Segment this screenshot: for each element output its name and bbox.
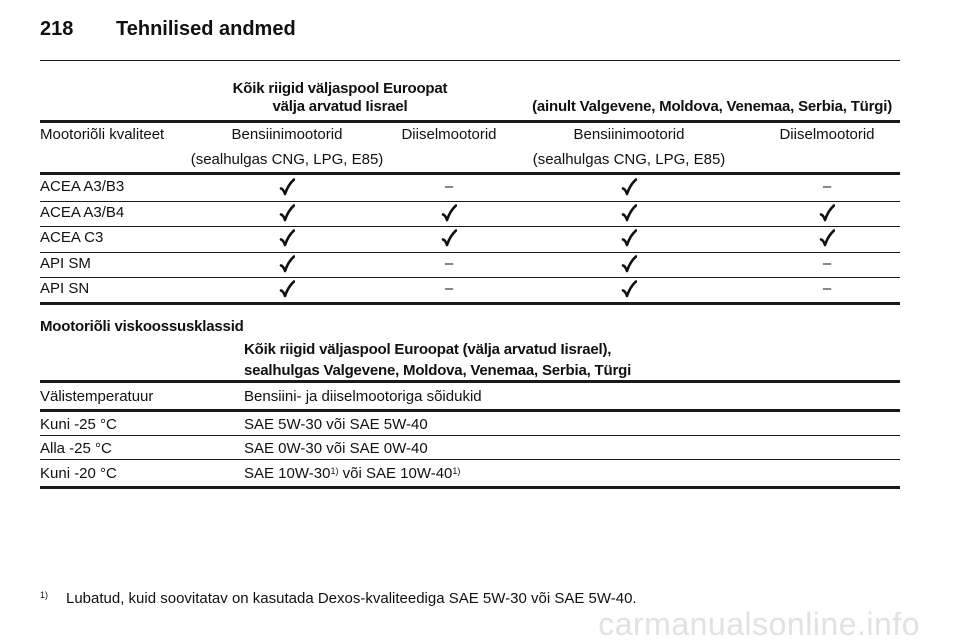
group1-header-line1: Kõik riigid väljaspool Euroopat (232, 80, 448, 97)
check-icon (279, 204, 295, 222)
page-number: 218 (40, 18, 74, 40)
dash-mark: – (444, 178, 454, 195)
check-icon (279, 255, 295, 273)
column-header-diesel-1: Diiselmootorid (401, 126, 497, 143)
viscosity-grade: SAE 10W-30 (244, 465, 331, 482)
row-rule (40, 459, 900, 460)
viscosity-grade: või SAE 10W-40 (338, 465, 453, 482)
check-icon (621, 255, 637, 273)
footnote-ref: 1) (452, 466, 461, 476)
check-icon (279, 229, 295, 247)
row-rule (40, 226, 900, 227)
check-icon (441, 229, 457, 247)
quality-row-label: ACEA A3/B4 (40, 203, 125, 221)
viscosity-row-temp: Kuni -25 °C (40, 416, 117, 433)
quality-row-label: ACEA A3/B3 (40, 178, 125, 195)
viscosity-col-header-line1: Kõik riigid väljaspool Euroopat (välja arvatud Iisrael), (244, 341, 612, 358)
column-header-diesel-2: Diiselmootorid (779, 126, 875, 143)
viscosity-top-rule (40, 380, 900, 383)
check-icon (621, 229, 637, 247)
viscosity-row-value: SAE 0W-30 või SAE 0W-40 (244, 440, 428, 457)
viscosity-row-value: SAE 5W-30 või SAE 5W-40 (244, 416, 428, 433)
column-header-petrol-2: Bensiinimootorid (573, 126, 685, 143)
dash-mark: – (822, 254, 832, 272)
dash-mark: – (444, 254, 454, 272)
quality-row-label: API SM (40, 254, 91, 272)
page-header (40, 18, 296, 41)
viscosity-row-temp: Kuni -20 °C (40, 465, 117, 482)
group1-header-line2: välja arvatud Iisrael (272, 98, 408, 115)
footnote-ref: 1) (330, 466, 339, 476)
footnote-mark: 1) (40, 590, 49, 600)
page-title: Tehnilised andmed (116, 18, 296, 40)
viscosity-header-rule (40, 409, 900, 412)
table-bottom-rule (40, 302, 900, 305)
viscosity-col-header-line2: sealhulgas Valgevene, Moldova, Venemaa, Serbia, Türgi (244, 362, 632, 379)
check-icon (819, 229, 835, 247)
row-rule (40, 435, 900, 436)
quality-row-label: API SN (40, 280, 90, 297)
check-icon (819, 204, 835, 222)
check-icon (441, 204, 457, 222)
check-icon (279, 280, 295, 298)
watermark: carmanualsonline.info (598, 606, 920, 642)
column-header-quality: Mootoriõli kvaliteet (40, 126, 165, 143)
footnote-text: Lubatud, kuid soovitatav on kasutada Dexos-kvaliteediga SAE 5W-30 või SAE 5W-40. (66, 590, 637, 607)
quality-row-label: ACEA C3 (40, 229, 104, 246)
viscosity-column-vehicles: Bensiini- ja diiselmootoriga sõidukid (244, 388, 482, 405)
footnote (40, 590, 637, 607)
dash-mark: – (444, 280, 454, 297)
dash-mark: – (822, 280, 832, 297)
column-header-rule (40, 172, 900, 175)
viscosity-heading: Mootoriõli viskoossusklassid (40, 318, 244, 335)
column-subnote-2: (sealhulgas CNG, LPG, E85) (532, 151, 726, 168)
check-icon (621, 178, 637, 196)
viscosity-row-temp: Alla -25 °C (40, 440, 112, 457)
viscosity-row-value (244, 465, 460, 483)
check-icon (279, 178, 295, 196)
group2-header: (ainult Valgevene, Moldova, Venemaa, Serbia, Türgi) (532, 98, 892, 115)
dash-mark: – (822, 178, 832, 195)
column-subnote-1: (sealhulgas CNG, LPG, E85) (190, 151, 384, 168)
row-rule (40, 201, 900, 202)
table-top-rule (40, 120, 900, 123)
viscosity-column-temp: Välistemperatuur (40, 388, 154, 405)
check-icon (621, 204, 637, 222)
check-icon (621, 280, 637, 298)
column-header-petrol-1: Bensiinimootorid (231, 126, 343, 143)
header-rule (40, 60, 900, 61)
row-rule (40, 277, 900, 278)
row-rule (40, 252, 900, 253)
viscosity-bottom-rule (40, 486, 900, 489)
